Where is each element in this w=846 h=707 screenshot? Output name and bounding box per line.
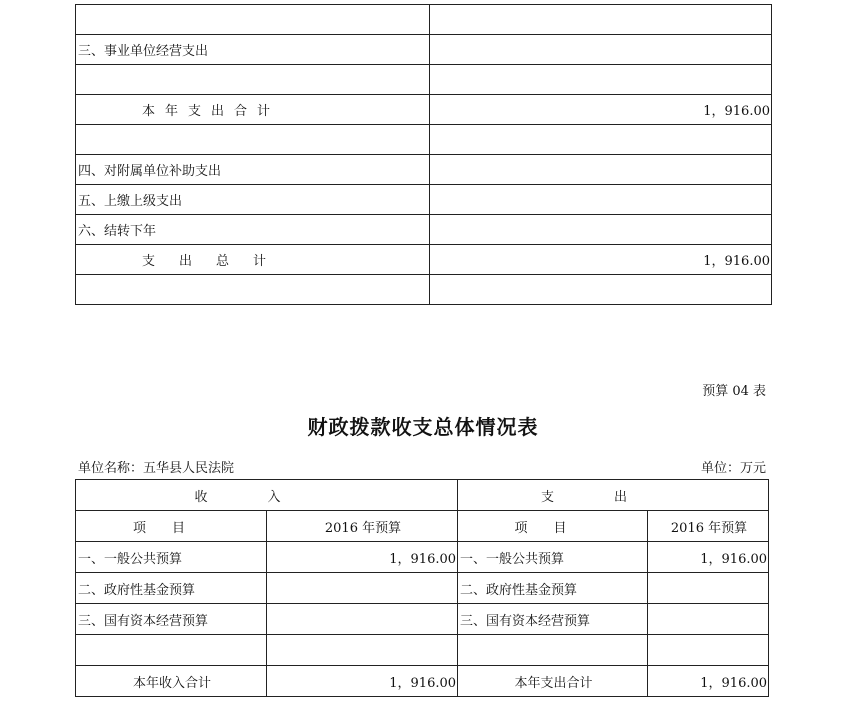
expense-value bbox=[648, 573, 769, 604]
expense-grand-total-value: 1，916.00 bbox=[430, 245, 772, 275]
row-value bbox=[430, 35, 772, 65]
annual-expense-total-label: 本年支出合计 bbox=[76, 95, 430, 125]
table-row bbox=[76, 185, 772, 215]
row-value bbox=[430, 5, 772, 35]
income-item: 三、国有资本经营预算 bbox=[76, 604, 267, 635]
expense-item: 二、政府性基金预算 bbox=[458, 573, 648, 604]
expense-value bbox=[648, 604, 769, 635]
row-label bbox=[76, 275, 430, 305]
fiscal-appropriation-table bbox=[75, 479, 769, 697]
row-value bbox=[430, 65, 772, 95]
expense-item: 一、一般公共预算 bbox=[458, 542, 648, 573]
table-row bbox=[76, 5, 772, 35]
table-row bbox=[76, 245, 772, 275]
page-title: 财政拨款收支总体情况表 bbox=[307, 415, 539, 439]
expense-budget-header: 2016 年预算 bbox=[648, 511, 769, 542]
row-value bbox=[430, 155, 772, 185]
row-label: 四、对附属单位补助支出 bbox=[76, 155, 430, 185]
row-label bbox=[76, 125, 430, 155]
unit-label: 单位：万元 bbox=[700, 461, 766, 476]
income-item: 一、一般公共预算 bbox=[76, 542, 267, 573]
row-label: 五、上缴上级支出 bbox=[76, 185, 430, 215]
row-value bbox=[430, 125, 772, 155]
row-label: 三、事业单位经营支出 bbox=[76, 35, 430, 65]
row-label bbox=[76, 65, 430, 95]
table-row bbox=[76, 125, 772, 155]
expense-grand-total-label: 支出总计 bbox=[76, 245, 430, 275]
table-row bbox=[76, 275, 772, 305]
annual-expense-total-value: 1，916.00 bbox=[430, 95, 772, 125]
income-item: 二、政府性基金预算 bbox=[76, 573, 267, 604]
income-item-header: 项目 bbox=[76, 511, 267, 542]
income-value: 1，916.00 bbox=[267, 542, 458, 573]
table-row bbox=[76, 604, 769, 635]
income-value bbox=[267, 604, 458, 635]
expense-value: 1，916.00 bbox=[648, 542, 769, 573]
table-header-row bbox=[76, 511, 769, 542]
table-header-row bbox=[76, 480, 769, 511]
row-label bbox=[76, 5, 430, 35]
annual-income-total-label: 本年收入合计 bbox=[76, 666, 267, 697]
expense-item bbox=[458, 635, 648, 666]
annual-income-total-value: 1，916.00 bbox=[267, 666, 458, 697]
table-row bbox=[76, 635, 769, 666]
table-row bbox=[76, 65, 772, 95]
table-row bbox=[76, 666, 769, 697]
unit-name: 单位名称：五华县人民法院 bbox=[78, 461, 235, 476]
income-item bbox=[76, 635, 267, 666]
income-header: 收入 bbox=[76, 480, 458, 511]
expense-item: 三、国有资本经营预算 bbox=[458, 604, 648, 635]
row-value bbox=[430, 185, 772, 215]
income-budget-header: 2016 年预算 bbox=[267, 511, 458, 542]
row-label: 六、结转下年 bbox=[76, 215, 430, 245]
annual-expense-total-label: 本年支出合计 bbox=[458, 666, 648, 697]
expense-value bbox=[648, 635, 769, 666]
row-value bbox=[430, 215, 772, 245]
budget-table-code: 预算 04 表 bbox=[702, 384, 766, 399]
table-row bbox=[76, 35, 772, 65]
table-row bbox=[76, 573, 769, 604]
income-value bbox=[267, 635, 458, 666]
row-value bbox=[430, 275, 772, 305]
expense-item-header: 项目 bbox=[458, 511, 648, 542]
expense-header: 支出 bbox=[458, 480, 769, 511]
annual-expense-total-value: 1，916.00 bbox=[648, 666, 769, 697]
table-row bbox=[76, 155, 772, 185]
table-row bbox=[76, 542, 769, 573]
income-value bbox=[267, 573, 458, 604]
table-row bbox=[76, 95, 772, 125]
expenditure-table-continuation bbox=[75, 4, 772, 305]
table-row bbox=[76, 215, 772, 245]
